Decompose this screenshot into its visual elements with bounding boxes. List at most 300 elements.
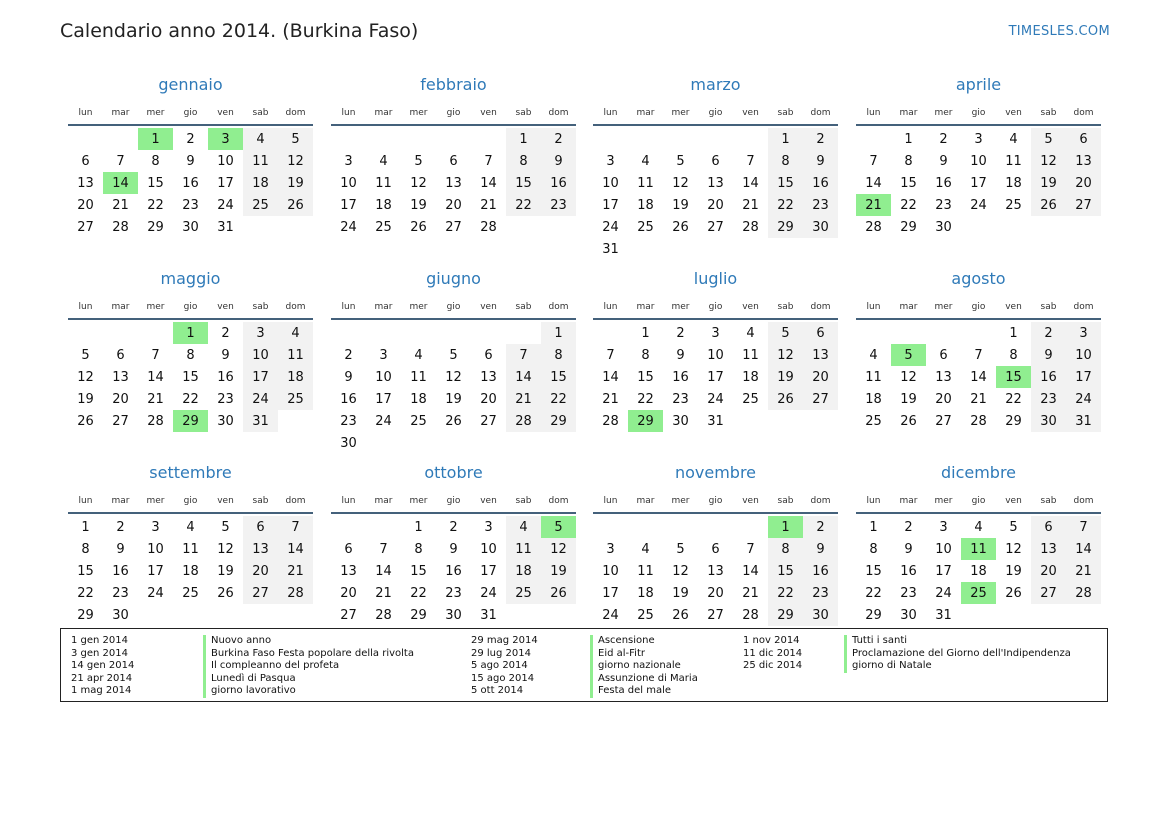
day-cell[interactable]: 5	[676, 153, 685, 169]
day-cell[interactable]: 29	[1005, 413, 1022, 429]
day-cell[interactable]: 23	[445, 585, 462, 601]
day-cell[interactable]: 27	[935, 413, 952, 429]
day-cell[interactable]: 13	[112, 369, 129, 385]
day-cell[interactable]: 7	[606, 347, 615, 363]
day-cell[interactable]: 6	[243, 516, 278, 538]
day-cell[interactable]: 14	[506, 366, 541, 388]
day-cell[interactable]: 5	[449, 347, 458, 363]
day-cell[interactable]: 1	[541, 322, 576, 344]
day-cell[interactable]: 4	[974, 519, 983, 535]
day-cell[interactable]: 17	[707, 369, 724, 385]
day-cell[interactable]: 21	[506, 388, 541, 410]
day-cell[interactable]: 19	[672, 197, 689, 213]
day-cell[interactable]: 23	[112, 585, 129, 601]
day-cell[interactable]: 25	[742, 391, 759, 407]
day-cell[interactable]: 19	[217, 563, 234, 579]
day-cell[interactable]: 11	[182, 541, 199, 557]
day-cell[interactable]: 12	[278, 150, 313, 172]
day-cell[interactable]: 30	[445, 607, 462, 623]
day-cell[interactable]: 26	[672, 607, 689, 623]
day-cell[interactable]: 4	[414, 347, 423, 363]
day-cell[interactable]: 3	[344, 153, 353, 169]
day-cell[interactable]: 8	[81, 541, 90, 557]
day-cell[interactable]: 13	[480, 369, 497, 385]
day-cell[interactable]: 3	[484, 519, 493, 535]
day-cell[interactable]: 26	[768, 388, 803, 410]
day-cell[interactable]: 22	[768, 582, 803, 604]
day-cell[interactable]: 2	[904, 519, 913, 535]
day-cell[interactable]: 18	[410, 391, 427, 407]
day-cell[interactable]: 18	[742, 369, 759, 385]
day-cell[interactable]: 8	[151, 153, 160, 169]
day-cell[interactable]: 7	[1066, 516, 1101, 538]
day-cell[interactable]: 7	[506, 344, 541, 366]
day-cell[interactable]: 20	[480, 391, 497, 407]
holiday-day-cell[interactable]: 29	[173, 410, 208, 432]
day-cell[interactable]: 22	[182, 391, 199, 407]
day-cell[interactable]: 28	[742, 219, 759, 235]
day-cell[interactable]: 16	[541, 172, 576, 194]
day-cell[interactable]: 23	[340, 413, 357, 429]
day-cell[interactable]: 28	[147, 413, 164, 429]
day-cell[interactable]: 7	[869, 153, 878, 169]
day-cell[interactable]: 14	[742, 563, 759, 579]
day-cell[interactable]: 20	[935, 391, 952, 407]
day-cell[interactable]: 27	[112, 413, 129, 429]
day-cell[interactable]: 27	[340, 607, 357, 623]
day-cell[interactable]: 12	[541, 538, 576, 560]
day-cell[interactable]: 14	[278, 538, 313, 560]
day-cell[interactable]: 14	[375, 563, 392, 579]
day-cell[interactable]: 5	[81, 347, 90, 363]
day-cell[interactable]: 12	[672, 175, 689, 191]
day-cell[interactable]: 12	[672, 563, 689, 579]
day-cell[interactable]: 18	[637, 197, 654, 213]
day-cell[interactable]: 12	[77, 369, 94, 385]
day-cell[interactable]: 13	[707, 175, 724, 191]
day-cell[interactable]: 8	[414, 541, 423, 557]
day-cell[interactable]: 31	[935, 607, 952, 623]
day-cell[interactable]: 27	[1031, 582, 1066, 604]
day-cell[interactable]: 21	[602, 391, 619, 407]
day-cell[interactable]: 2	[803, 128, 838, 150]
day-cell[interactable]: 4	[746, 325, 755, 341]
day-cell[interactable]: 5	[676, 541, 685, 557]
day-cell[interactable]: 4	[243, 128, 278, 150]
day-cell[interactable]: 10	[1066, 344, 1101, 366]
day-cell[interactable]: 21	[375, 585, 392, 601]
day-cell[interactable]: 10	[217, 153, 234, 169]
day-cell[interactable]: 21	[742, 197, 759, 213]
day-cell[interactable]: 2	[541, 128, 576, 150]
day-cell[interactable]: 8	[768, 538, 803, 560]
day-cell[interactable]: 19	[410, 197, 427, 213]
day-cell[interactable]: 8	[1009, 347, 1018, 363]
day-cell[interactable]: 16	[112, 563, 129, 579]
day-cell[interactable]: 20	[803, 366, 838, 388]
day-cell[interactable]: 3	[1066, 322, 1101, 344]
day-cell[interactable]: 20	[1031, 560, 1066, 582]
day-cell[interactable]: 6	[344, 541, 353, 557]
day-cell[interactable]: 7	[746, 541, 755, 557]
day-cell[interactable]: 4	[278, 322, 313, 344]
day-cell[interactable]: 23	[803, 194, 838, 216]
day-cell[interactable]: 7	[746, 153, 755, 169]
day-cell[interactable]: 20	[77, 197, 94, 213]
day-cell[interactable]: 20	[1066, 172, 1101, 194]
holiday-day-cell[interactable]: 25	[961, 582, 996, 604]
day-cell[interactable]: 26	[77, 413, 94, 429]
day-cell[interactable]: 3	[974, 131, 983, 147]
day-cell[interactable]: 16	[672, 369, 689, 385]
day-cell[interactable]: 15	[637, 369, 654, 385]
day-cell[interactable]: 6	[803, 322, 838, 344]
day-cell[interactable]: 3	[606, 153, 615, 169]
day-cell[interactable]: 15	[900, 175, 917, 191]
day-cell[interactable]: 9	[541, 150, 576, 172]
day-cell[interactable]: 18	[865, 391, 882, 407]
day-cell[interactable]: 21	[1066, 560, 1101, 582]
day-cell[interactable]: 29	[410, 607, 427, 623]
day-cell[interactable]: 26	[445, 413, 462, 429]
day-cell[interactable]: 1	[506, 128, 541, 150]
day-cell[interactable]: 5	[1031, 128, 1066, 150]
day-cell[interactable]: 14	[147, 369, 164, 385]
day-cell[interactable]: 15	[506, 172, 541, 194]
day-cell[interactable]: 10	[935, 541, 952, 557]
day-cell[interactable]: 31	[1066, 410, 1101, 432]
day-cell[interactable]: 22	[77, 585, 94, 601]
day-cell[interactable]: 16	[445, 563, 462, 579]
day-cell[interactable]: 15	[768, 172, 803, 194]
day-cell[interactable]: 13	[340, 563, 357, 579]
day-cell[interactable]: 10	[243, 344, 278, 366]
day-cell[interactable]: 12	[445, 369, 462, 385]
day-cell[interactable]: 4	[641, 153, 650, 169]
day-cell[interactable]: 12	[1031, 150, 1066, 172]
day-cell[interactable]: 5	[414, 153, 423, 169]
day-cell[interactable]: 26	[410, 219, 427, 235]
day-cell[interactable]: 24	[602, 219, 619, 235]
day-cell[interactable]: 18	[278, 366, 313, 388]
day-cell[interactable]: 21	[112, 197, 129, 213]
day-cell[interactable]: 17	[970, 175, 987, 191]
day-cell[interactable]: 2	[186, 131, 195, 147]
day-cell[interactable]: 9	[186, 153, 195, 169]
day-cell[interactable]: 16	[217, 369, 234, 385]
day-cell[interactable]: 9	[116, 541, 125, 557]
day-cell[interactable]: 18	[375, 197, 392, 213]
day-cell[interactable]: 8	[869, 541, 878, 557]
day-cell[interactable]: 30	[935, 219, 952, 235]
day-cell[interactable]: 19	[1005, 563, 1022, 579]
day-cell[interactable]: 29	[77, 607, 94, 623]
day-cell[interactable]: 25	[278, 388, 313, 410]
day-cell[interactable]: 11	[278, 344, 313, 366]
day-cell[interactable]: 15	[410, 563, 427, 579]
day-cell[interactable]: 1	[768, 128, 803, 150]
day-cell[interactable]: 11	[637, 563, 654, 579]
day-cell[interactable]: 30	[672, 413, 689, 429]
day-cell[interactable]: 14	[865, 175, 882, 191]
day-cell[interactable]: 30	[1031, 410, 1066, 432]
day-cell[interactable]: 20	[445, 197, 462, 213]
day-cell[interactable]: 29	[900, 219, 917, 235]
day-cell[interactable]: 15	[182, 369, 199, 385]
day-cell[interactable]: 18	[506, 560, 541, 582]
day-cell[interactable]: 26	[672, 219, 689, 235]
day-cell[interactable]: 26	[541, 582, 576, 604]
day-cell[interactable]: 24	[147, 585, 164, 601]
day-cell[interactable]: 15	[77, 563, 94, 579]
day-cell[interactable]: 2	[116, 519, 125, 535]
day-cell[interactable]: 27	[707, 607, 724, 623]
day-cell[interactable]: 23	[217, 391, 234, 407]
day-cell[interactable]: 28	[970, 413, 987, 429]
day-cell[interactable]: 8	[506, 150, 541, 172]
day-cell[interactable]: 2	[676, 325, 685, 341]
day-cell[interactable]: 8	[768, 150, 803, 172]
day-cell[interactable]: 6	[1066, 128, 1101, 150]
day-cell[interactable]: 1	[414, 519, 423, 535]
day-cell[interactable]: 23	[900, 585, 917, 601]
day-cell[interactable]: 24	[707, 391, 724, 407]
day-cell[interactable]: 12	[410, 175, 427, 191]
day-cell[interactable]: 6	[81, 153, 90, 169]
day-cell[interactable]: 24	[217, 197, 234, 213]
day-cell[interactable]: 7	[484, 153, 493, 169]
day-cell[interactable]: 7	[974, 347, 983, 363]
day-cell[interactable]: 31	[217, 219, 234, 235]
day-cell[interactable]: 28	[506, 410, 541, 432]
day-cell[interactable]: 29	[865, 607, 882, 623]
day-cell[interactable]: 20	[340, 585, 357, 601]
day-cell[interactable]: 10	[970, 153, 987, 169]
day-cell[interactable]: 14	[602, 369, 619, 385]
day-cell[interactable]: 8	[541, 344, 576, 366]
day-cell[interactable]: 22	[541, 388, 576, 410]
day-cell[interactable]: 8	[904, 153, 913, 169]
day-cell[interactable]: 9	[676, 347, 685, 363]
day-cell[interactable]: 18	[637, 585, 654, 601]
day-cell[interactable]: 23	[182, 197, 199, 213]
day-cell[interactable]: 9	[221, 347, 230, 363]
day-cell[interactable]: 14	[970, 369, 987, 385]
day-cell[interactable]: 11	[410, 369, 427, 385]
day-cell[interactable]: 1	[1009, 325, 1018, 341]
day-cell[interactable]: 24	[243, 388, 278, 410]
day-cell[interactable]: 17	[602, 585, 619, 601]
day-cell[interactable]: 8	[641, 347, 650, 363]
day-cell[interactable]: 7	[116, 153, 125, 169]
day-cell[interactable]: 14	[742, 175, 759, 191]
day-cell[interactable]: 2	[939, 131, 948, 147]
day-cell[interactable]: 11	[506, 538, 541, 560]
day-cell[interactable]: 4	[186, 519, 195, 535]
day-cell[interactable]: 22	[506, 194, 541, 216]
day-cell[interactable]: 2	[1031, 322, 1066, 344]
day-cell[interactable]: 3	[939, 519, 948, 535]
day-cell[interactable]: 11	[865, 369, 882, 385]
holiday-day-cell[interactable]: 14	[103, 172, 138, 194]
holiday-day-cell[interactable]: 1	[768, 516, 803, 538]
day-cell[interactable]: 16	[803, 172, 838, 194]
day-cell[interactable]: 28	[1066, 582, 1101, 604]
day-cell[interactable]: 30	[803, 216, 838, 238]
day-cell[interactable]: 28	[742, 607, 759, 623]
day-cell[interactable]: 31	[707, 413, 724, 429]
day-cell[interactable]: 18	[182, 563, 199, 579]
day-cell[interactable]: 28	[112, 219, 129, 235]
day-cell[interactable]: 9	[904, 541, 913, 557]
day-cell[interactable]: 1	[641, 325, 650, 341]
day-cell[interactable]: 10	[375, 369, 392, 385]
day-cell[interactable]: 21	[742, 585, 759, 601]
day-cell[interactable]: 22	[768, 194, 803, 216]
holiday-day-cell[interactable]: 15	[996, 366, 1031, 388]
day-cell[interactable]: 19	[900, 391, 917, 407]
day-cell[interactable]: 30	[340, 435, 357, 451]
day-cell[interactable]: 13	[243, 538, 278, 560]
day-cell[interactable]: 13	[935, 369, 952, 385]
holiday-day-cell[interactable]: 5	[891, 344, 926, 366]
day-cell[interactable]: 12	[768, 344, 803, 366]
day-cell[interactable]: 25	[506, 582, 541, 604]
holiday-day-cell[interactable]: 29	[628, 410, 663, 432]
day-cell[interactable]: 6	[939, 347, 948, 363]
day-cell[interactable]: 29	[147, 219, 164, 235]
day-cell[interactable]: 5	[768, 322, 803, 344]
day-cell[interactable]: 24	[602, 607, 619, 623]
day-cell[interactable]: 18	[970, 563, 987, 579]
day-cell[interactable]: 28	[375, 607, 392, 623]
day-cell[interactable]: 4	[506, 516, 541, 538]
day-cell[interactable]: 10	[707, 347, 724, 363]
day-cell[interactable]: 17	[935, 563, 952, 579]
day-cell[interactable]: 2	[221, 325, 230, 341]
day-cell[interactable]: 11	[742, 347, 759, 363]
holiday-day-cell[interactable]: 5	[541, 516, 576, 538]
day-cell[interactable]: 24	[480, 585, 497, 601]
day-cell[interactable]: 7	[379, 541, 388, 557]
day-cell[interactable]: 4	[869, 347, 878, 363]
day-cell[interactable]: 7	[151, 347, 160, 363]
day-cell[interactable]: 5	[1009, 519, 1018, 535]
holiday-day-cell[interactable]: 3	[208, 128, 243, 150]
day-cell[interactable]: 1	[81, 519, 90, 535]
day-cell[interactable]: 16	[900, 563, 917, 579]
day-cell[interactable]: 25	[1005, 197, 1022, 213]
day-cell[interactable]: 22	[900, 197, 917, 213]
day-cell[interactable]: 19	[672, 585, 689, 601]
day-cell[interactable]: 27	[803, 388, 838, 410]
day-cell[interactable]: 2	[344, 347, 353, 363]
day-cell[interactable]: 10	[602, 563, 619, 579]
day-cell[interactable]: 9	[803, 538, 838, 560]
day-cell[interactable]: 11	[243, 150, 278, 172]
day-cell[interactable]: 11	[1005, 153, 1022, 169]
day-cell[interactable]: 28	[865, 219, 882, 235]
day-cell[interactable]: 3	[711, 325, 720, 341]
day-cell[interactable]: 25	[375, 219, 392, 235]
site-logo-link[interactable]: TIMESLES.COM	[1008, 24, 1110, 39]
day-cell[interactable]: 10	[147, 541, 164, 557]
day-cell[interactable]: 16	[340, 391, 357, 407]
day-cell[interactable]: 6	[484, 347, 493, 363]
day-cell[interactable]: 18	[1005, 175, 1022, 191]
day-cell[interactable]: 28	[278, 582, 313, 604]
day-cell[interactable]: 25	[410, 413, 427, 429]
day-cell[interactable]: 25	[243, 194, 278, 216]
day-cell[interactable]: 24	[1066, 388, 1101, 410]
day-cell[interactable]: 16	[1031, 366, 1066, 388]
day-cell[interactable]: 4	[641, 541, 650, 557]
day-cell[interactable]: 9	[344, 369, 353, 385]
day-cell[interactable]: 4	[1009, 131, 1018, 147]
day-cell[interactable]: 25	[637, 219, 654, 235]
day-cell[interactable]: 21	[970, 391, 987, 407]
day-cell[interactable]: 7	[278, 516, 313, 538]
day-cell[interactable]: 13	[1066, 150, 1101, 172]
day-cell[interactable]: 17	[147, 563, 164, 579]
day-cell[interactable]: 17	[217, 175, 234, 191]
day-cell[interactable]: 19	[1031, 172, 1066, 194]
day-cell[interactable]: 5	[278, 128, 313, 150]
day-cell[interactable]: 12	[900, 369, 917, 385]
day-cell[interactable]: 25	[865, 413, 882, 429]
day-cell[interactable]: 10	[340, 175, 357, 191]
day-cell[interactable]: 22	[147, 197, 164, 213]
day-cell[interactable]: 10	[480, 541, 497, 557]
day-cell[interactable]: 6	[711, 153, 720, 169]
day-cell[interactable]: 24	[935, 585, 952, 601]
day-cell[interactable]: 13	[77, 175, 94, 191]
day-cell[interactable]: 31	[243, 410, 278, 432]
holiday-day-cell[interactable]: 21	[856, 194, 891, 216]
day-cell[interactable]: 30	[900, 607, 917, 623]
day-cell[interactable]: 17	[243, 366, 278, 388]
day-cell[interactable]: 6	[711, 541, 720, 557]
day-cell[interactable]: 30	[112, 607, 129, 623]
day-cell[interactable]: 27	[243, 582, 278, 604]
day-cell[interactable]: 17	[602, 197, 619, 213]
day-cell[interactable]: 17	[480, 563, 497, 579]
day-cell[interactable]: 5	[221, 519, 230, 535]
day-cell[interactable]: 11	[637, 175, 654, 191]
day-cell[interactable]: 19	[768, 366, 803, 388]
day-cell[interactable]: 24	[970, 197, 987, 213]
day-cell[interactable]: 26	[900, 413, 917, 429]
day-cell[interactable]: 13	[1031, 538, 1066, 560]
day-cell[interactable]: 27	[480, 413, 497, 429]
day-cell[interactable]: 21	[278, 560, 313, 582]
day-cell[interactable]: 23	[672, 391, 689, 407]
day-cell[interactable]: 18	[243, 172, 278, 194]
day-cell[interactable]: 30	[803, 604, 838, 626]
day-cell[interactable]: 25	[637, 607, 654, 623]
day-cell[interactable]: 9	[449, 541, 458, 557]
day-cell[interactable]: 19	[77, 391, 94, 407]
day-cell[interactable]: 13	[707, 563, 724, 579]
day-cell[interactable]: 12	[1005, 541, 1022, 557]
day-cell[interactable]: 30	[217, 413, 234, 429]
day-cell[interactable]: 28	[480, 219, 497, 235]
day-cell[interactable]: 9	[803, 150, 838, 172]
day-cell[interactable]: 3	[379, 347, 388, 363]
day-cell[interactable]: 28	[602, 413, 619, 429]
day-cell[interactable]: 2	[449, 519, 458, 535]
day-cell[interactable]: 6	[1031, 516, 1066, 538]
